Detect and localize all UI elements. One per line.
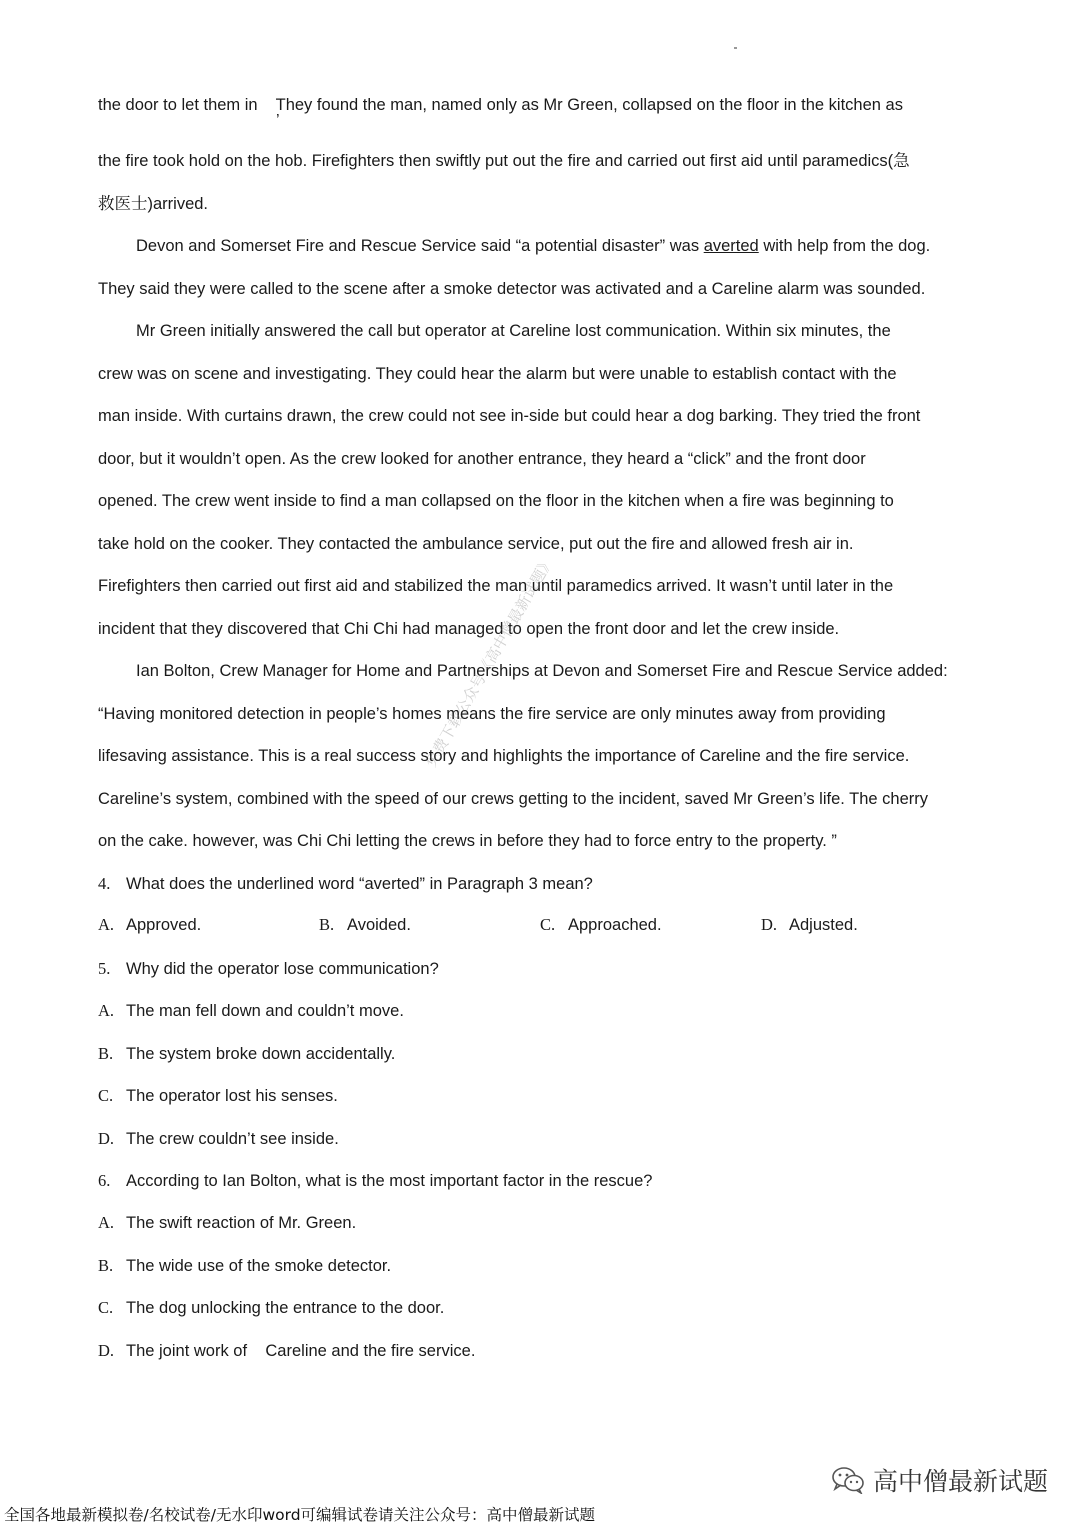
- question-number: 5.: [98, 959, 111, 978]
- option-d[interactable]: D. The joint work of Careline and the fire service.: [98, 1341, 476, 1360]
- question-4: [98, 873, 988, 895]
- passage-line: Mr Green initially answered the call but operator at Careline lost communication. Within six minutes, the: [136, 322, 891, 340]
- question-number: 6.: [98, 1171, 111, 1190]
- passage-line: take hold on the cooker. They contacted the ambulance service, put out the fire and allowed fresh air in.: [98, 535, 854, 553]
- passage-line: lifesaving assistance. This is a real success story and highlights the importance of Careline and the fire service.: [98, 747, 910, 765]
- passage-line: opened. The crew went inside to find a man collapsed on the floor in the kitchen when a fire was beginning to: [98, 492, 894, 510]
- passage-line: They said they were called to the scene after a smoke detector was activated and a Careline alarm was sounded.: [98, 280, 926, 298]
- option-c[interactable]: C. The operator lost his senses.: [98, 1086, 338, 1105]
- option-d[interactable]: D. The crew couldn’t see inside.: [98, 1129, 339, 1148]
- option-c[interactable]: C. Approached.: [540, 915, 662, 934]
- footer-notice: 全国各地最新模拟卷/名校试卷/无水印word可编辑试卷请关注公众号：高中僧最新试题: [4, 1506, 596, 1524]
- question-text: What does the underlined word “averted” in Paragraph 3 mean?: [126, 875, 593, 893]
- option-d[interactable]: D. Adjusted.: [761, 915, 858, 934]
- question-number: 4.: [98, 874, 111, 893]
- passage-line: man inside. With curtains drawn, the crew could not see in-side but could hear a dog barking. They tried the front: [98, 407, 921, 425]
- question-text: According to Ian Bolton, what is the most important factor in the rescue?: [126, 1172, 653, 1190]
- passage-line: incident that they discovered that Chi Chi had managed to open the front door and let the crew inside.: [98, 620, 840, 638]
- wechat-icon: [831, 1466, 865, 1494]
- passage-line: Careline’s system, combined with the speed of our crews getting to the incident, saved Mr Green’s life. The cherry: [98, 790, 928, 808]
- stray-apostrophe: ’: [276, 112, 280, 129]
- passage-line: the fire took hold on the hob. Firefighters then swiftly put out the fire and carried out first aid until paramedics(急: [98, 152, 910, 170]
- option-b[interactable]: B. The system broke down accidentally.: [98, 1044, 396, 1063]
- underlined-word: averted: [703, 237, 759, 255]
- brand-mark: [831, 1462, 1048, 1498]
- option-c[interactable]: C. The dog unlocking the entrance to the door.: [98, 1298, 445, 1317]
- question-text: Why did the operator lose communication?: [126, 960, 439, 978]
- option-a[interactable]: A. The swift reaction of Mr. Green.: [98, 1213, 357, 1232]
- question-6: [98, 1170, 988, 1192]
- passage-line: on the cake. however, was Chi Chi letting the crews in before they had to force entry to the property. ”: [98, 832, 837, 850]
- passage-line: door, but it wouldn’t open. As the crew looked for another entrance, they heard a “click” and the front door: [98, 450, 866, 468]
- passage-line: crew was on scene and investigating. They could hear the alarm but were unable to establish contact with the: [98, 365, 897, 383]
- passage-line: “Having monitored detection in people’s homes means the fire service are only minutes away from providing: [98, 705, 886, 723]
- passage-line: Firefighters then carried out first aid and stabilized the man until paramedics arrived. It wasn’t until later in the: [98, 577, 894, 595]
- brand-name: 高中僧最新试题: [872, 1467, 1048, 1496]
- option-b[interactable]: B. Avoided.: [319, 915, 411, 934]
- scan-speck: [734, 47, 737, 49]
- passage-line: 救医士)arrived.: [98, 195, 209, 213]
- watermark-text: 免费下载公众号《高中僧最新试题》: [421, 553, 558, 770]
- question-5: [98, 958, 988, 980]
- passage-line: Devon and Somerset Fire and Rescue Service said “a potential disaster” was averted with help from the dog.: [136, 237, 931, 255]
- passage-line: the door to let them in They found the man, named only as Mr Green, collapsed on the floor in the kitchen as: [98, 96, 903, 114]
- option-b[interactable]: B. The wide use of the smoke detector.: [98, 1256, 392, 1275]
- passage-line: Ian Bolton, Crew Manager for Home and Partnerships at Devon and Somerset Fire and Rescue Service added:: [136, 662, 948, 680]
- option-a[interactable]: A. Approved.: [98, 915, 202, 934]
- option-a[interactable]: A. The man fell down and couldn’t move.: [98, 1001, 404, 1020]
